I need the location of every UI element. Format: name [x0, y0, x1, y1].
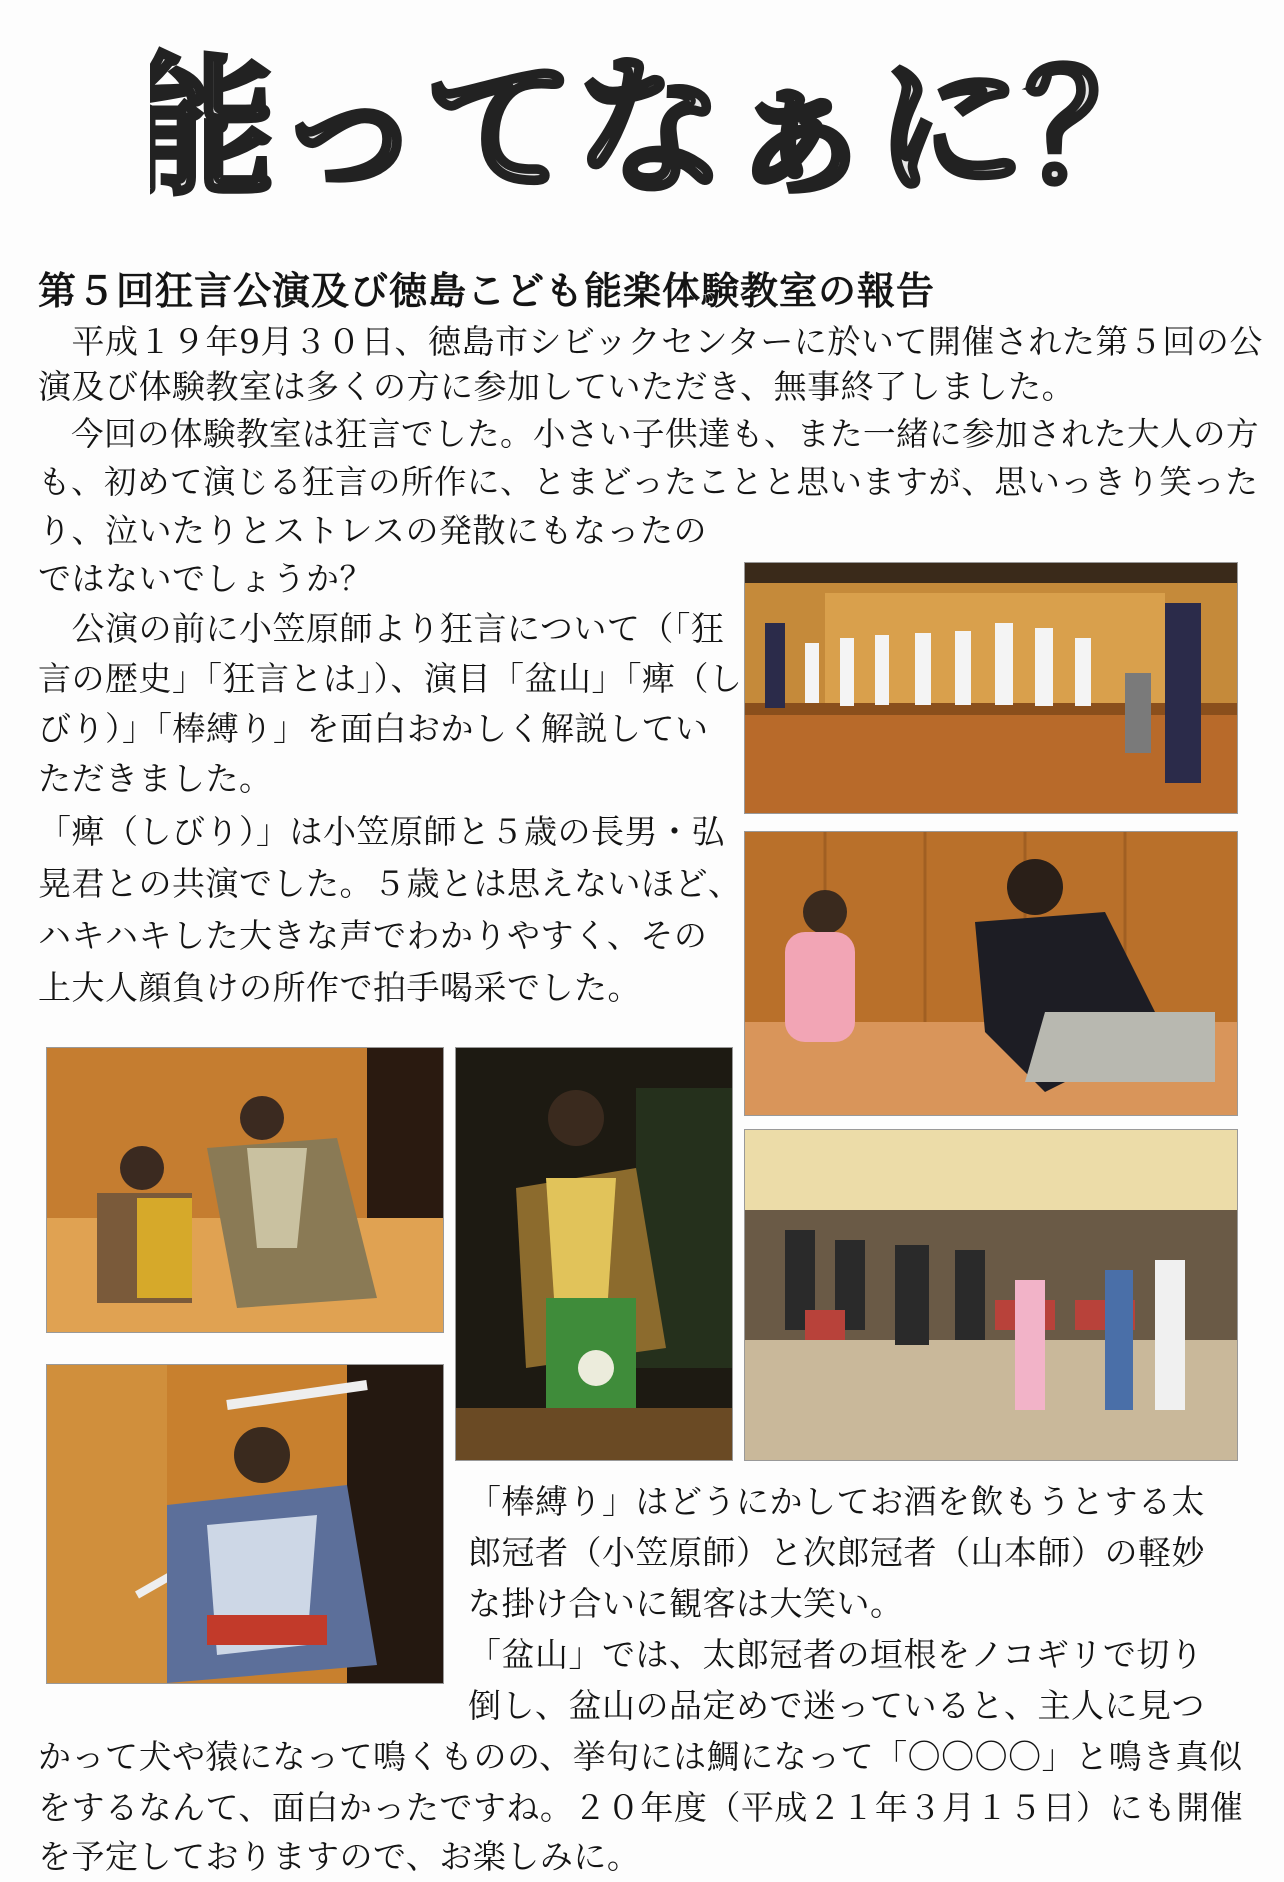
text-line: 「痺（しびり）」は小笠原師と５歳の長男・弘 — [38, 812, 725, 851]
text-line: を予定しておりますので、お楽しみに。 — [38, 1837, 641, 1876]
photo-boy-in-costume — [456, 1048, 732, 1460]
text-line: 平成１９年9月３０日、徳島市シビックセンターに於いて開催された第５回の公 — [38, 322, 1263, 361]
text-line: 郎冠者（小笠原師）と次郎冠者（山本師）の軽妙 — [468, 1533, 1205, 1572]
text-line: 今回の体験教室は狂言でした。小さい子供達も、また一緒に参加された大人の方 — [38, 415, 1260, 453]
text-line: ではないでしょうか？ — [38, 559, 373, 598]
text-line: 上大人顔負けの所作で拍手喝采でした。 — [38, 968, 641, 1007]
text-line: な掛け合いに観客は大笑い。 — [468, 1584, 904, 1623]
text-line: り、泣いたりとストレスの発散にもなったの — [38, 511, 708, 550]
text-line: 言の歴史」「狂言とは」）、演目「盆山」「痺（し — [38, 659, 743, 698]
title-text: 能ってなぁに？ — [150, 42, 1150, 216]
text-line: 公演の前に小笠原師より狂言について（「狂 — [38, 609, 725, 648]
photo-audience-hall — [745, 1130, 1237, 1460]
text-line: 晃君との共演でした。５歳とは思えないほど、 — [38, 864, 742, 903]
text-line: ハキハキした大きな声でわかりやすく、その — [38, 916, 708, 955]
photo-stage-children — [745, 563, 1237, 813]
text-line: 演及び体験教室は多くの方に参加していただき、無事終了しました。 — [38, 367, 1076, 406]
text-line: びり）」「棒縛り」を面白おかしく解説してい — [38, 709, 709, 748]
text-line: かって犬や猿になって鳴くものの、挙句には鯛になって「〇〇〇〇」と鳴き真似 — [38, 1737, 1243, 1776]
text-line: をするなんて、面白かったですね。２０年度（平成２１年３月１５日）にも開催 — [38, 1788, 1244, 1827]
photo-shibiri-performance — [47, 1048, 443, 1332]
photo-bobashibari-performance — [47, 1365, 443, 1683]
masthead-title — [150, 40, 1150, 220]
text-line: 倒し、盆山の品定めで迷っていると、主人に見つ — [468, 1686, 1205, 1725]
article-heading: 第５回狂言公演及び徳島こども能楽体験教室の報告 — [38, 269, 936, 313]
text-line: も、初めて演じる狂言の所作に、とまどったことと思いますが、思いっきり笑った — [38, 463, 1259, 501]
text-line: ただきました。 — [38, 759, 273, 798]
photo-girl-and-master — [745, 832, 1237, 1115]
text-line: 「棒縛り」はどうにかしてお酒を飲もうとする太 — [468, 1482, 1205, 1521]
text-line: 「盆山」では、太郎冠者の垣根をノコギリで切り — [468, 1635, 1204, 1674]
